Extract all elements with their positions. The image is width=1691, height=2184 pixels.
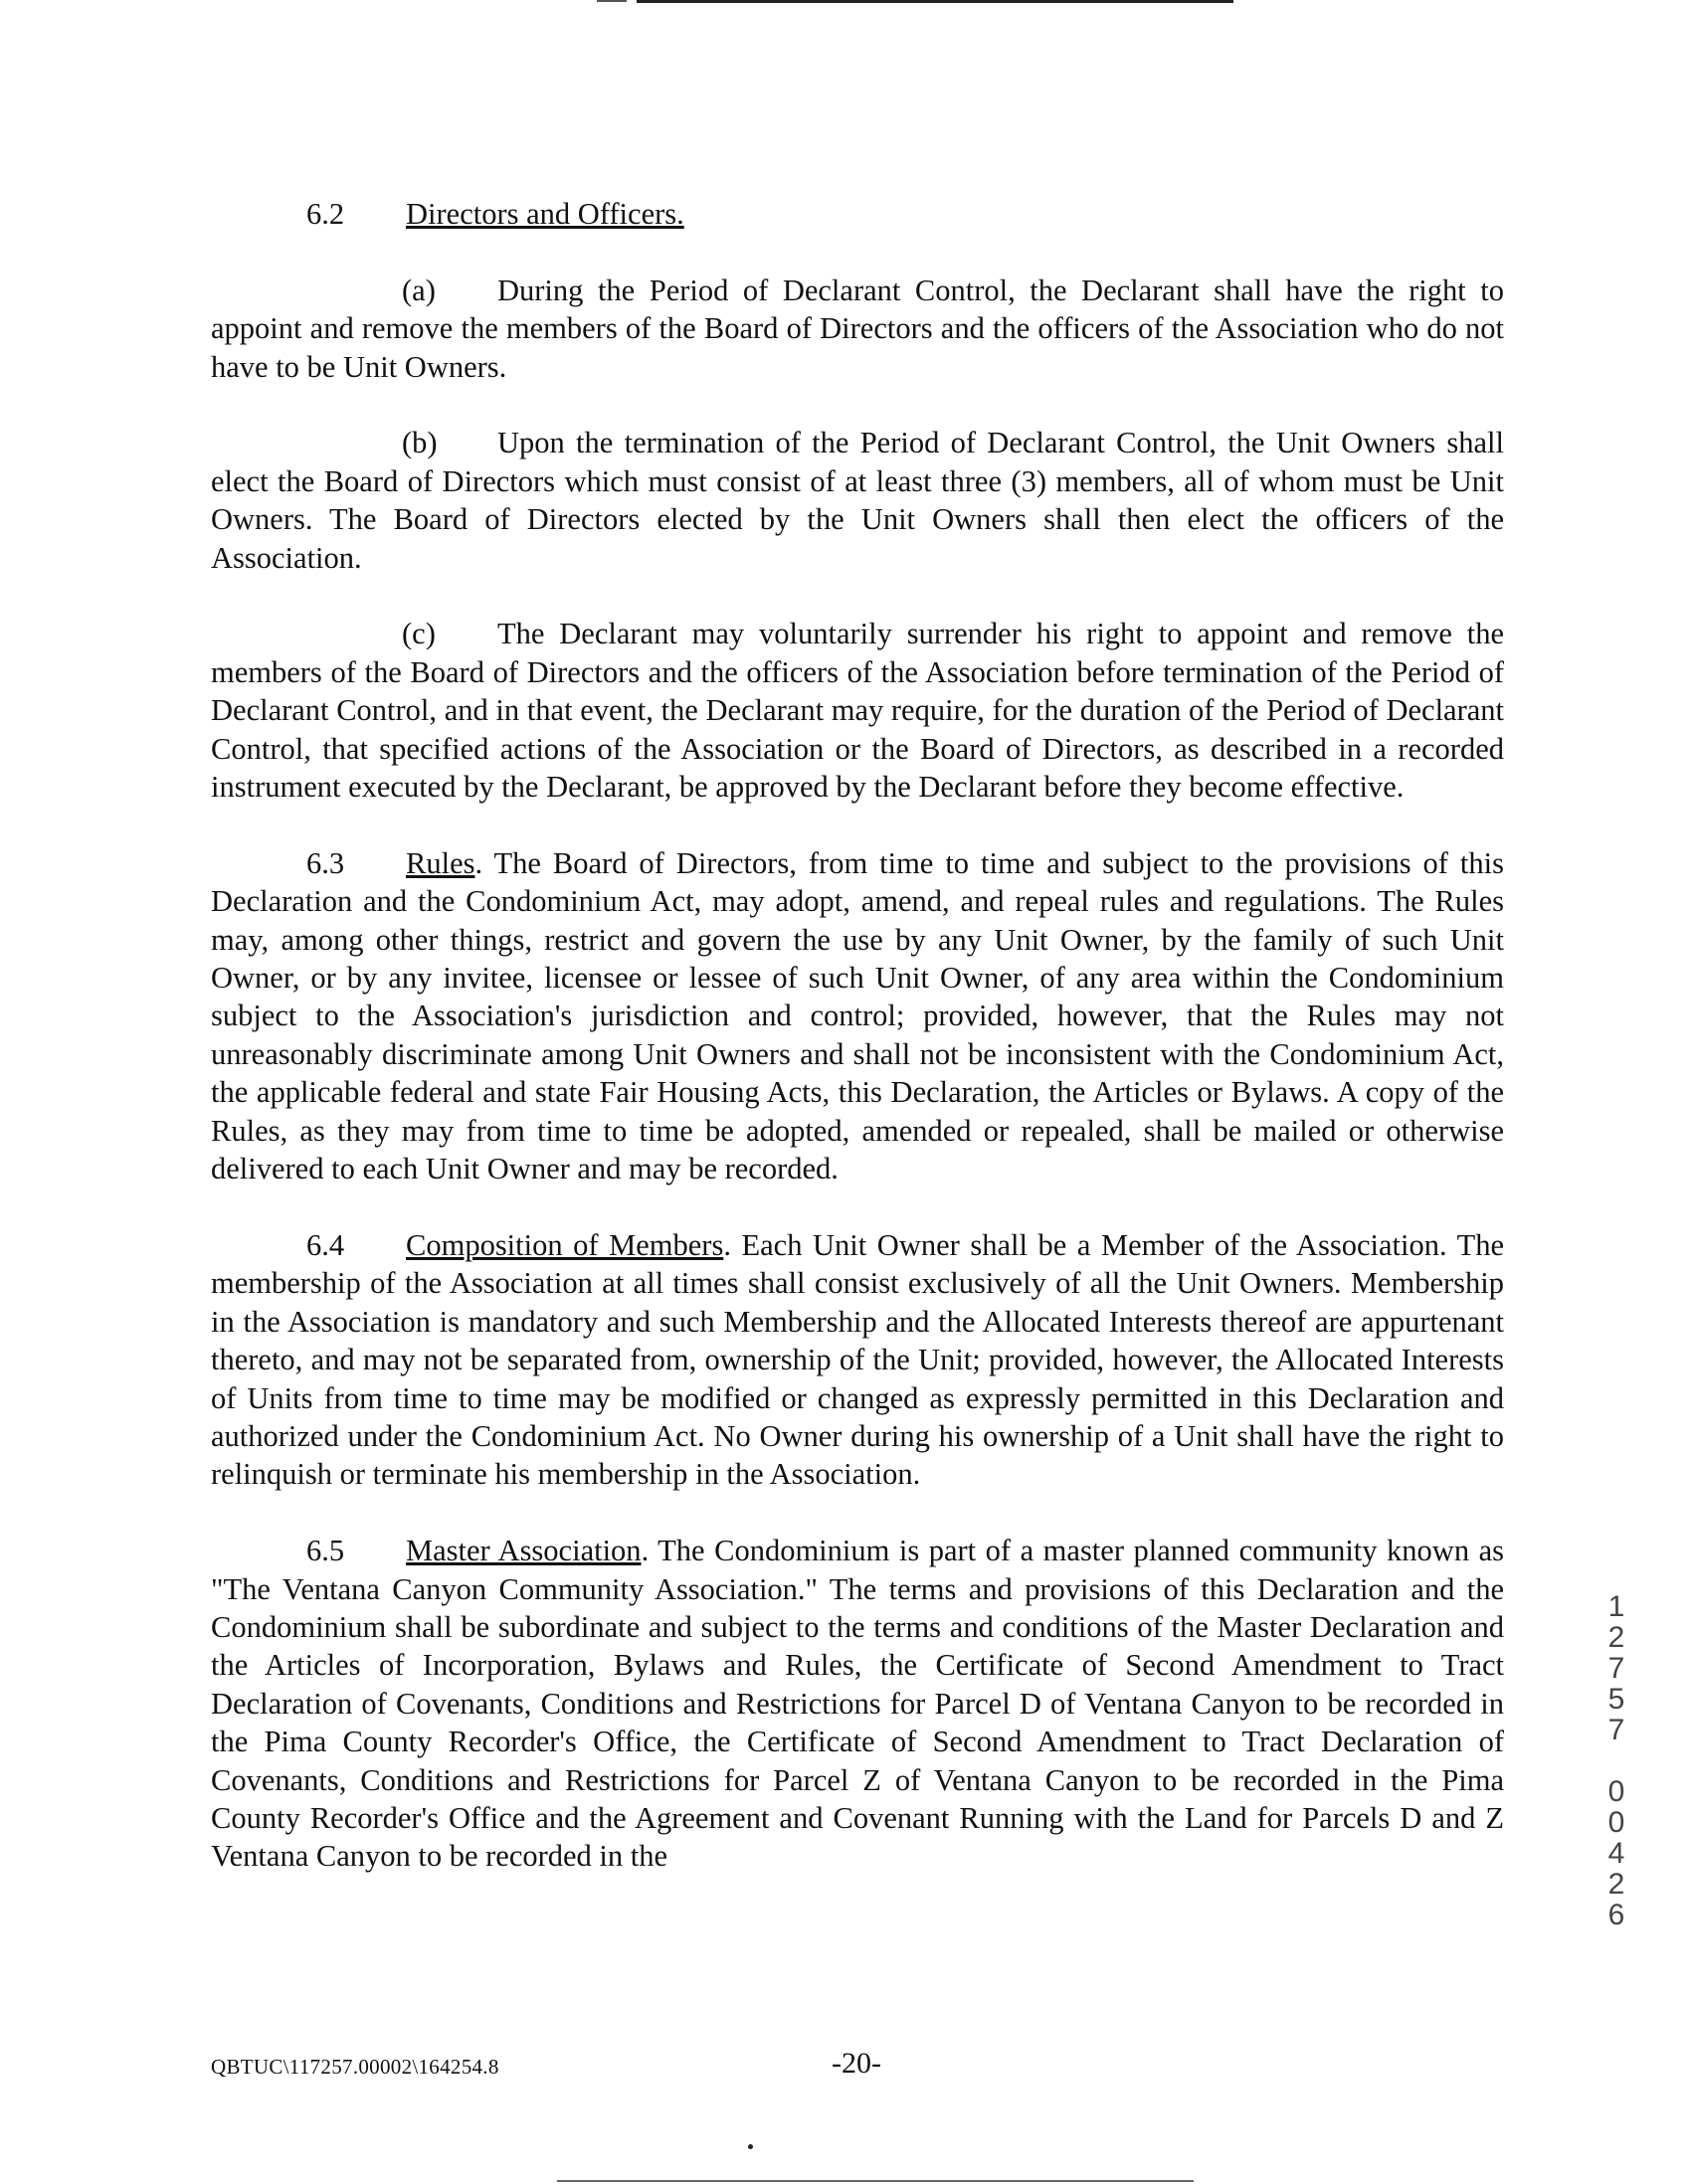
section-title: Composition of Members bbox=[406, 1227, 724, 1262]
section-6-2-heading bbox=[211, 195, 1504, 233]
scan-mark-top-short bbox=[597, 0, 627, 2]
section-6-2-a bbox=[211, 272, 1504, 386]
section-title: Rules bbox=[406, 845, 475, 880]
subsection-label: (b) bbox=[402, 426, 438, 460]
section-number: 6.3 bbox=[306, 845, 345, 880]
section-text: . The Board of Directors, from time to time and subject to the provisions of this Declaration and the Condominium Act, may adopt, amend, and repeal rules and regulations. The Rules may, among other things, restrict and govern the use by any Unit Owner, by the family of such Unit Owner, or by any invitee, licensee or lessee of such Unit Owner, of any area within the Condominium subject to the Association's jurisdiction and control; provided, however, that the Rules may not unreasonably discriminate among Unit Owners and shall not be inconsistent with the Condominium Act, the applicable federal and state Fair Housing Acts, this Declaration, the Articles or Bylaws. A copy of the Rules, as they may from time to time be adopted, amended or repealed, shall be mailed or otherwise delivered to each Unit Owner and may be recorded. bbox=[211, 845, 1504, 1186]
section-title: Directors and Officers. bbox=[406, 197, 684, 231]
scan-dot bbox=[748, 2144, 753, 2149]
document-id: QBTUC\117257.00002\164254.8 bbox=[211, 2055, 499, 2079]
scan-mark-top bbox=[637, 0, 1233, 3]
subsection-text: During the Period of Declarant Control, the Declarant shall have the right to appoint and remove the members of the Board of Directors and the officers of the Association who do not have to be Unit Owners. bbox=[211, 273, 1504, 384]
section-title: Master Association bbox=[406, 1534, 642, 1568]
section-number: 6.4 bbox=[306, 1227, 345, 1262]
section-number: 6.2 bbox=[306, 197, 345, 231]
section-text: . Each Unit Owner shall be a Member of the Association. The membership of the Association at all times shall consist exclusively of all the Unit Owners. Membership in the Association is mandatory and such Membership and the Allocated Interests thereof are appurtenant thereto, and may not be separated from, ownership of the Unit; provided, however, the Allocated Interests of Units from time to time may be modified or changed as expressly permitted in this Declaration and authorized under the Condominium Act. No Owner during his ownership of a Unit shall have the right to relinquish or terminate his membership in the Association. bbox=[211, 1227, 1504, 1492]
subsection-text: The Declarant may voluntarily surrender his right to appoint and remove the members of the Board of Directors and the officers of the Association before termination of the Period of Declarant Control, and in that event, the Declarant may require, for the duration of the Period of Declarant Control, that specified actions of the Association or the Board of Directors, as described in a recorded instrument executed by the Declarant, be approved by the Declarant before they become effective. bbox=[211, 617, 1504, 805]
section-6-2-b bbox=[211, 424, 1504, 577]
section-6-4 bbox=[211, 1226, 1504, 1494]
section-text: . The Condominium is part of a master planned community known as "The Ventana Canyon Community Association." The terms and provisions of this Declaration and the Condominium shall be subordinate and subject to the terms and conditions of the Master Declaration and the Articles of Incorporation, Bylaws and Rules, the Certificate of Second Amendment to Tract Declaration of Covenants, Conditions and Restrictions for Parcel D of Ventana Canyon to be recorded in the Pima County Recorder's Office, the Certificate of Second Amendment to Tract Declaration of Covenants, Conditions and Restrictions for Parcel Z of Ventana Canyon to be recorded in the Pima County Recorder's Office and the Agreement and Covenant Running with the Land for Parcels D and Z Ventana Canyon to be recorded in the bbox=[211, 1534, 1504, 1874]
recorder-stamp-number: 1 2 7 5 7 0 0 4 2 6 bbox=[1607, 1590, 1625, 1931]
subsection-text: Upon the termination of the Period of Declarant Control, the Unit Owners shall elect the Board of Directors which must consist of at least three (3) members, all of whom must be Unit Owners. The Board of Directors elected by the Unit Owners shall then elect the officers of the Association. bbox=[211, 426, 1504, 575]
subsection-label: (c) bbox=[402, 617, 436, 651]
section-6-2-c bbox=[211, 615, 1504, 806]
document-body bbox=[211, 195, 1504, 1876]
section-6-3 bbox=[211, 844, 1504, 1188]
scan-mark-bottom bbox=[557, 2180, 1194, 2182]
section-number: 6.5 bbox=[306, 1534, 345, 1568]
page-number: -20- bbox=[832, 2047, 881, 2080]
section-6-5 bbox=[211, 1532, 1504, 1876]
subsection-label: (a) bbox=[402, 273, 436, 307]
